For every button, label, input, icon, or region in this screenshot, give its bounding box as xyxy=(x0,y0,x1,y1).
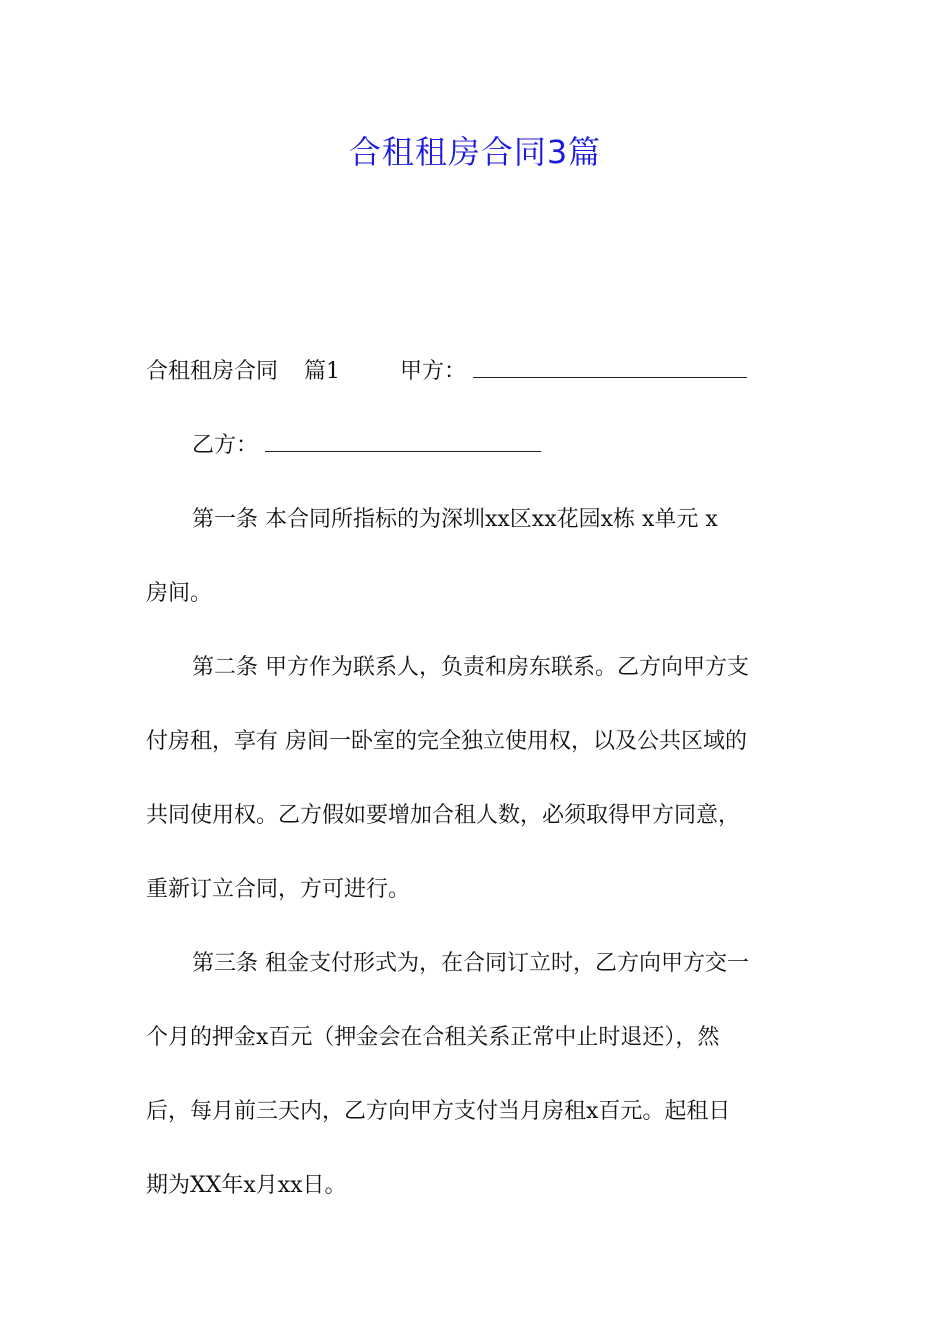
party-a-blank xyxy=(473,355,747,378)
article2-line3: 共同使用权。乙方假如要增加合租人数，必须取得甲方同意， xyxy=(146,803,741,828)
party-a-label: 甲方： xyxy=(400,359,467,384)
article3-line1: 第三条 租金支付形式为，在合同订立时，乙方向甲方交一 xyxy=(192,951,749,976)
article1-line1: 第一条 本合同所指标的为深圳xx区xx花园x栋 x单元 x xyxy=(192,507,718,532)
party-b-line xyxy=(146,409,808,483)
article2-line1: 第二条 甲方作为联系人，负责和房东联系。乙方向甲方支 xyxy=(192,655,749,680)
article1-line2: 房间。 xyxy=(146,581,213,606)
section-label: 篇1 xyxy=(304,359,341,384)
article2-line4: 重新订立合同，方可进行。 xyxy=(146,877,411,902)
party-b-label: 乙方： xyxy=(192,433,259,458)
contract-name: 合租租房合同 xyxy=(146,359,279,384)
party-b-blank xyxy=(265,429,541,452)
article2-line2: 付房租，享有 房间一卧室的完全独立使用权，以及公共区域的 xyxy=(146,729,747,754)
article3-line2: 个月的押金x百元（押金会在合租关系正常中止时退还），然 xyxy=(146,1025,720,1050)
contract-header-line xyxy=(146,335,808,409)
article3-line3: 后，每月前三天内，乙方向甲方支付当月房租x百元。起租日 xyxy=(146,1099,731,1124)
contract-body xyxy=(146,335,808,1223)
document-title: 合租租房合同3篇 xyxy=(348,133,602,171)
article3-line4: 期为XX年x月xx日。 xyxy=(146,1173,347,1198)
